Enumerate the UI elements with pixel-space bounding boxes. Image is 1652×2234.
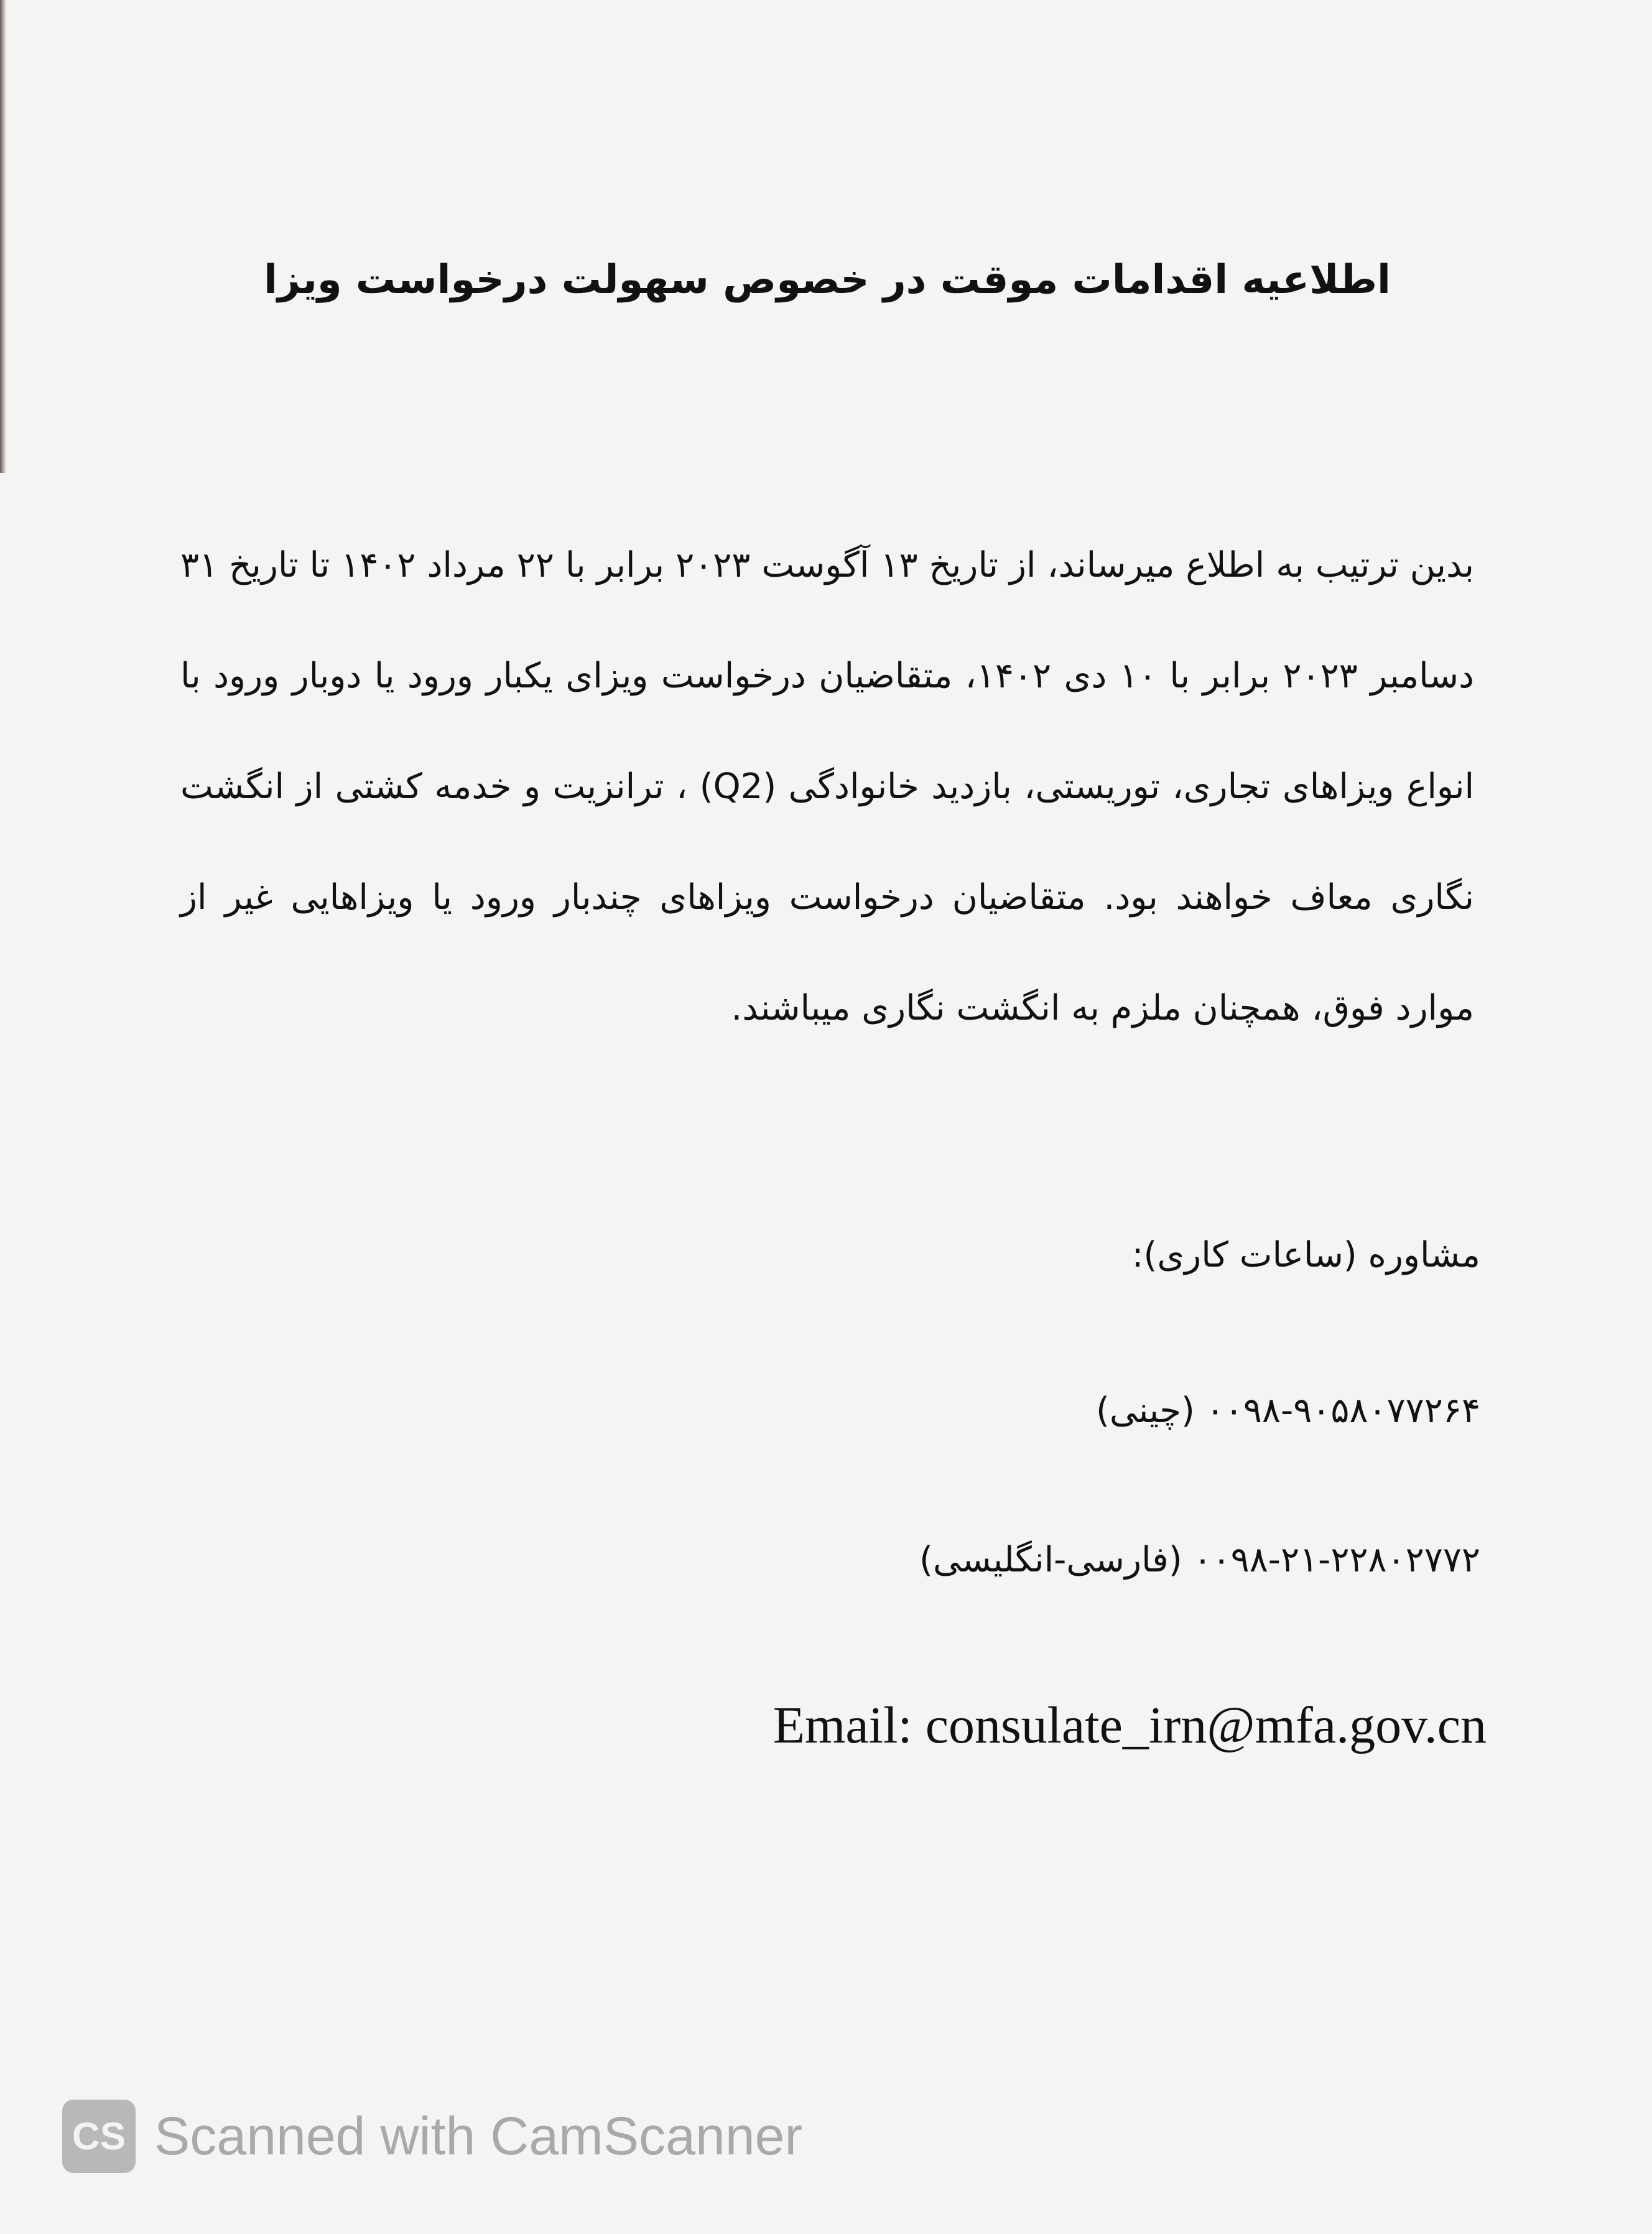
phone-persian-english-number: ۰۰۹۸-۲۱-۲۲۸۰۲۷۷۲ [1193,1540,1480,1580]
phone-chinese-number: ۰۰۹۸-۹۰۵۸۰۷۷۲۶۴ [1205,1390,1480,1431]
camscanner-watermark [62,2100,802,2173]
phone-persian-english-label: (فارسی-انگلیسی) [919,1540,1182,1580]
consultation-hours-label: مشاوره (ساعات کاری): [1131,1235,1480,1275]
page-edge-shadow [0,0,6,473]
phone-chinese-line [622,1390,1480,1431]
email-line: Email: consulate_irn@mfa.gov.cn [773,1696,1487,1754]
phone-chinese-label: (چینی) [1096,1390,1195,1431]
camscanner-watermark-text: Scanned with CamScanner [154,2106,803,2166]
camscanner-logo-icon: CS [62,2100,136,2173]
phone-persian-english-line [622,1540,1480,1580]
document-title: اطلاعیه اقدامات موقت در خصوص سهولت درخواست ویزا [264,257,1391,303]
document-body: بدین ترتیب به اطلاع میرساند، از تاریخ ۱۳ آگوست ۲۰۲۳ برابر با ۲۲ مرداد ۱۴۰۲ تا تاریخ ۳۱ دسامبر ۲۰۲۳ برابر با ۱۰ دی ۱۴۰۲، متقاضیان درخواست ویزای یکبار ورود یا دوبار ورود با انواع ویزاهای تجاری، توریستی، بازدید خانوادگی (Q2) ، ترانزیت و خدمه کشتی از انگشت نگاری معاف خواهند بود. متقاضیان درخواست ویزاهای چندبار ورود یا ویزاهایی غیر از موارد فوق، همچنان ملزم به انگشت نگاری میباشند. [180,545,1475,1028]
